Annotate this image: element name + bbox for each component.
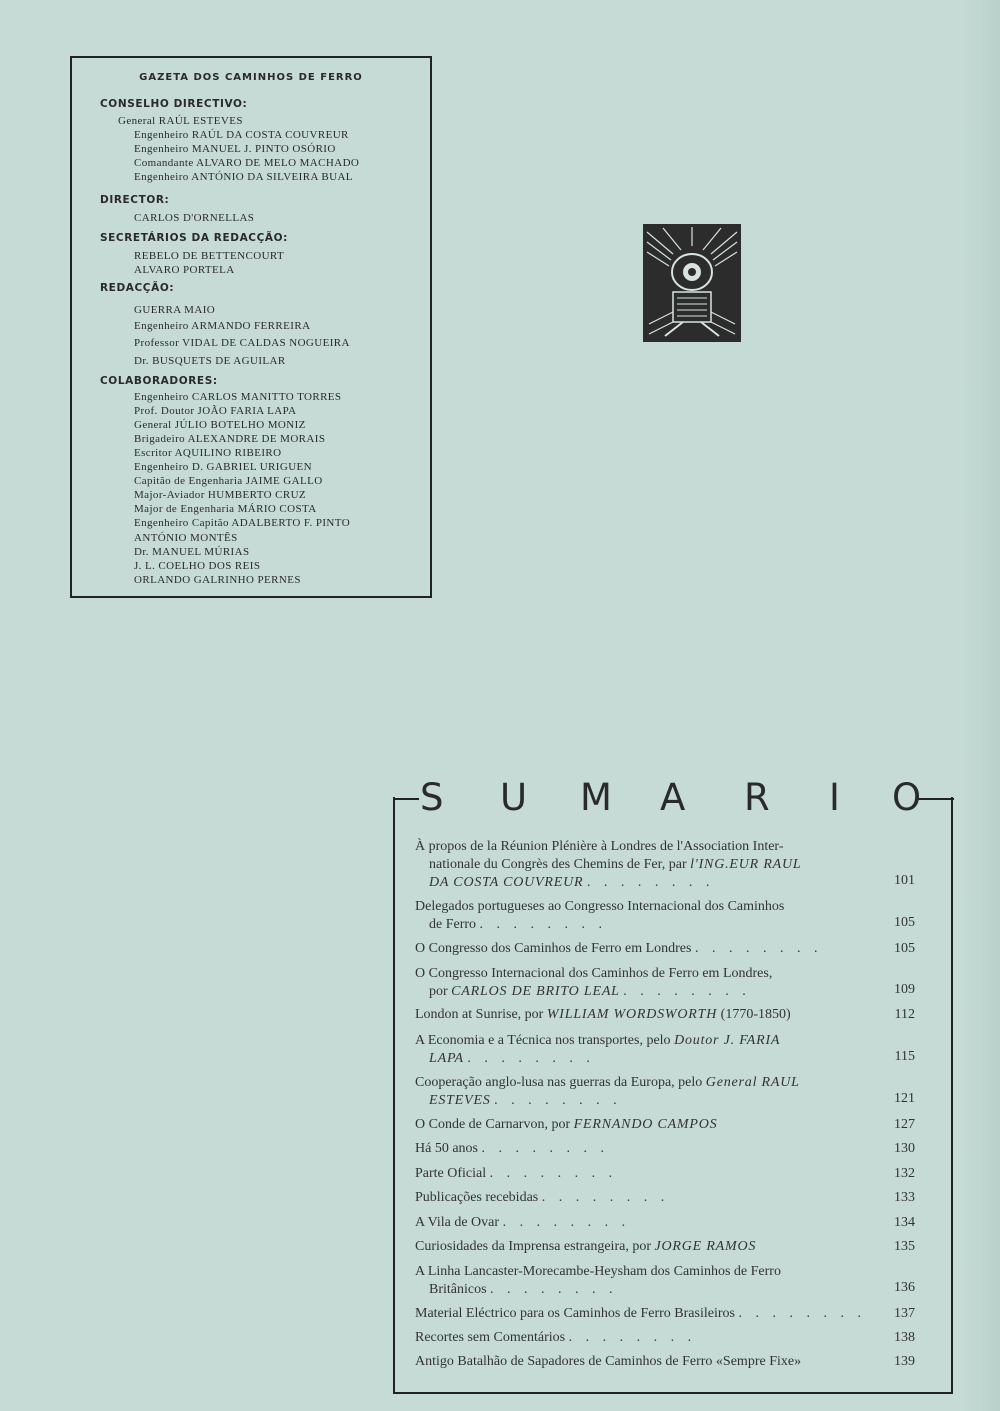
director-heading: DIRECTOR: xyxy=(100,194,170,206)
entry-title: Antigo Batalhão de Sapadores de Caminhos de Ferro «Sempre Fixe» xyxy=(415,1354,802,1369)
summary-title-letter: O xyxy=(892,776,922,819)
entry-author: FERNANDO CAMPOS xyxy=(573,1117,718,1132)
entry-title: Parte Oficial xyxy=(415,1166,487,1181)
conselho-member: Engenheiro RAÚL DA COSTA COUVREUR xyxy=(134,129,349,141)
entry-title: O Congresso dos Caminhos de Ferro em Londres xyxy=(415,941,692,956)
colaborador-name: Engenheiro CARLOS MANITTO TORRES xyxy=(134,391,342,403)
secretarios-heading: SECRETÁRIOS DA REDACÇÃO: xyxy=(100,232,288,244)
entry-dots: . . . . . . . . xyxy=(489,1166,618,1181)
entry-author: ESTEVES xyxy=(429,1093,491,1108)
masthead-title: GAZETA DOS CAMINHOS DE FERRO xyxy=(139,72,363,83)
secretario-name: ALVARO PORTELA xyxy=(134,264,235,276)
summary-entry xyxy=(415,1238,915,1256)
colaborador-name: Prof. Doutor JOÃO FARIA LAPA xyxy=(134,405,297,417)
entry-page: 101 xyxy=(894,873,915,888)
conselho-member: Comandante ALVARO DE MELO MACHADO xyxy=(134,157,360,169)
summary-entry xyxy=(415,1140,915,1158)
summary-entry xyxy=(415,1305,915,1323)
entry-title: nationale du Congrès des Chemins de Fer, par xyxy=(429,857,691,872)
entry-dots: . . . . . . . . xyxy=(623,984,751,999)
summary-entry xyxy=(415,1074,915,1110)
colaborador-name: Engenheiro Capitão ADALBERTO F. PINTO xyxy=(134,517,351,529)
entry-dots: . . . . . . . . xyxy=(494,1093,622,1108)
colaboradores-heading: COLABORADORES: xyxy=(100,375,218,387)
entry-author: WILLIAM WORDSWORTH xyxy=(546,1007,718,1022)
entry-dots: . . . . . . . . xyxy=(586,875,715,890)
entry-title: Recortes sem Comentários xyxy=(415,1330,566,1345)
entry-page: 115 xyxy=(894,1049,915,1064)
colaborador-name: ANTÓNIO MONTÊS xyxy=(134,532,238,544)
entry-page: 109 xyxy=(894,982,915,997)
summary-entry xyxy=(415,1189,915,1207)
conselho-heading: CONSELHO DIRECTIVO: xyxy=(100,98,248,110)
entry-author: LAPA xyxy=(429,1051,464,1066)
entry-title: Publicações recebidas xyxy=(415,1190,539,1205)
entry-title: Curiosidades da Imprensa estrangeira, por xyxy=(415,1239,655,1254)
entry-dots: . . . . . . . . xyxy=(568,1330,697,1345)
entry-page: 121 xyxy=(894,1091,915,1106)
entry-page: 137 xyxy=(894,1306,915,1321)
entry-page: 134 xyxy=(894,1215,915,1230)
entry-page: 130 xyxy=(894,1141,915,1156)
entry-page: 133 xyxy=(894,1190,915,1205)
redaccao-heading: REDACÇÃO: xyxy=(100,282,175,294)
locomotive-woodcut-icon xyxy=(643,224,741,342)
summary-title-letter: S xyxy=(420,776,444,819)
summary-title-letter: I xyxy=(829,776,840,819)
entry-page: 105 xyxy=(894,915,915,930)
summary-title-letter: M xyxy=(580,776,612,819)
entry-title: A Linha Lancaster-Morecambe-Heysham dos Caminhos de Ferro xyxy=(415,1264,781,1279)
entry-title: À propos de la Réunion Plénière à Londres de l'Association Inter- xyxy=(415,839,784,854)
entry-page: 136 xyxy=(894,1280,915,1295)
entry-dots: . . . . . . . . xyxy=(490,1282,618,1297)
secretario-name: REBELO DE BETTENCOURT xyxy=(134,250,285,262)
colaborador-name: General JÚLIO BOTELHO MONIZ xyxy=(134,419,306,431)
conselho-member: Engenheiro ANTÓNIO DA SILVEIRA BUAL xyxy=(134,171,353,183)
entry-author: Doutor J. FARIA xyxy=(674,1033,781,1048)
entry-dots: . . . . . . . . xyxy=(502,1215,631,1230)
entry-page: 135 xyxy=(894,1239,915,1254)
colaborador-name: Brigadeiro ALEXANDRE DE MORAIS xyxy=(134,433,326,445)
redaccao-member: Professor VIDAL DE CALDAS NOGUEIRA xyxy=(134,337,350,349)
entry-title: por xyxy=(429,984,452,999)
colaborador-name: ORLANDO GALRINHO PERNES xyxy=(134,574,301,586)
entry-author: CARLOS DE BRITO LEAL xyxy=(451,984,620,999)
entry-dots: . . . . . . . . xyxy=(481,1141,609,1156)
entry-page: 139 xyxy=(894,1354,915,1369)
redaccao-member: Engenheiro ARMANDO FERREIRA xyxy=(134,320,311,332)
entry-page: 127 xyxy=(894,1117,915,1132)
entry-page: 132 xyxy=(894,1166,915,1181)
entry-dots: . . . . . . . . xyxy=(694,941,823,956)
entry-title: Cooperação anglo-lusa nas guerras da Europa, pelo xyxy=(415,1075,706,1090)
summary-entry xyxy=(415,1116,915,1134)
entry-author: DA COSTA COUVREUR xyxy=(429,875,584,890)
redaccao-member: Dr. BUSQUETS DE AGUILAR xyxy=(134,355,286,367)
entry-title: London at Sunrise, por xyxy=(415,1007,547,1022)
masthead-box xyxy=(70,56,432,598)
entry-author: JORGE RAMOS xyxy=(654,1239,757,1254)
colaborador-name: Capitão de Engenharia JAIME GALLO xyxy=(134,475,323,487)
summary-entry xyxy=(415,940,915,958)
colaborador-name: J. L. COELHO DOS REIS xyxy=(134,560,261,572)
summary-title-letter: R xyxy=(744,776,770,819)
entry-title: Delegados portugueses ao Congresso Internacional dos Caminhos xyxy=(415,899,785,914)
conselho-member: General RAÚL ESTEVES xyxy=(118,115,243,127)
colaborador-name: Dr. MANUEL MÚRIAS xyxy=(134,546,250,558)
summary-entry xyxy=(415,1006,915,1024)
summary-entry xyxy=(415,1329,915,1347)
entry-title: Há 50 anos xyxy=(415,1141,478,1156)
entry-page: 105 xyxy=(894,941,915,956)
entry-title: de Ferro xyxy=(429,917,477,932)
entry-dots: . . . . . . . . xyxy=(541,1190,670,1205)
entry-title: Material Eléctrico para os Caminhos de Ferro Brasileiros xyxy=(415,1306,735,1321)
entry-dots: . . . . . . . . xyxy=(467,1051,595,1066)
summary-entry xyxy=(415,1214,915,1232)
entry-author: General RAUL xyxy=(705,1075,800,1090)
summary-title-letter: A xyxy=(660,776,686,819)
entry-title: (1770-1850) xyxy=(717,1007,791,1022)
summary-entry xyxy=(415,1263,915,1299)
colaborador-name: Major de Engenharia MÁRIO COSTA xyxy=(134,503,317,515)
redaccao-member: GUERRA MAIO xyxy=(134,304,216,316)
entry-title: O Congresso Internacional dos Caminhos de Ferro em Londres, xyxy=(415,966,773,981)
entry-title: Britânicos xyxy=(429,1282,487,1297)
entry-title: A Economia e a Técnica nos transportes, pelo xyxy=(415,1033,675,1048)
director-name: CARLOS D'ORNELLAS xyxy=(134,212,255,224)
entry-title: A Vila de Ovar xyxy=(415,1215,500,1230)
summary-entry xyxy=(415,898,915,934)
summary-entry xyxy=(415,838,915,892)
entry-dots: . . . . . . . . xyxy=(738,1306,866,1321)
entry-page: 112 xyxy=(894,1007,915,1022)
colaborador-name: Major-Aviador HUMBERTO CRUZ xyxy=(134,489,307,501)
colaborador-name: Engenheiro D. GABRIEL URIGUEN xyxy=(134,461,312,473)
colaborador-name: Escritor AQUILINO RIBEIRO xyxy=(134,447,282,459)
summary-entry xyxy=(415,1165,915,1183)
summary-entry xyxy=(415,965,915,1001)
summary-title-letter: U xyxy=(500,776,528,819)
page-edge xyxy=(960,0,1000,1411)
entry-author: l'ING.EUR RAUL xyxy=(690,857,802,872)
summary-entry xyxy=(415,1032,915,1068)
conselho-member: Engenheiro MANUEL J. PINTO OSÓRIO xyxy=(134,143,336,155)
summary-entry xyxy=(415,1353,915,1371)
entry-page: 138 xyxy=(894,1330,915,1345)
entry-dots: . . . . . . . . xyxy=(479,917,608,932)
entry-title: O Conde de Carnarvon, por xyxy=(415,1117,574,1132)
